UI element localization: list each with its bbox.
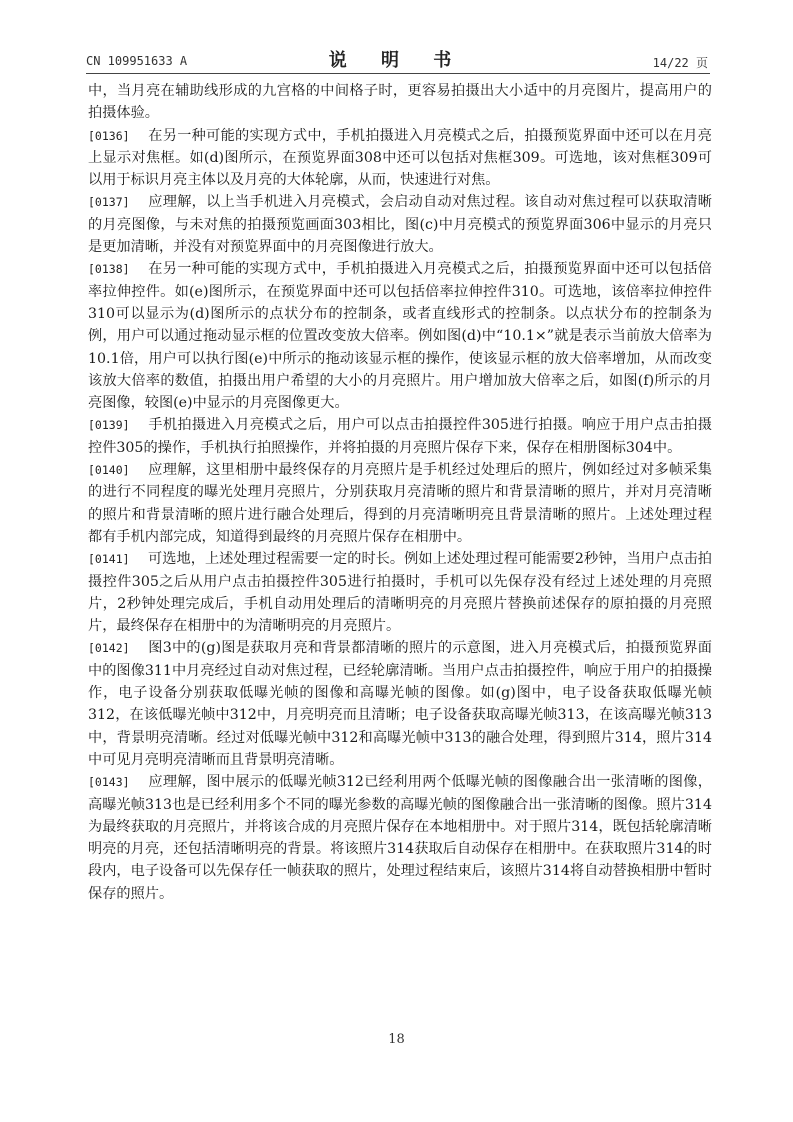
page-number: 18: [388, 1032, 405, 1047]
paragraph-text: 图3中的(g)图是获取月亮和背景都清晰的照片的示意图，进入月亮模式后，拍摄预览界面中的图像311中月亮经过自动对焦过程，已经轮廓清晰。当用户点击拍摄控件，响应于用户的拍摄操作，电子设备分别获取低曝光帧的图像和高曝光帧的图像。如(g)图中，电子设备获取低曝光帧312，在该低曝光帧中312中，月亮明亮而且清晰；电子设备获取高曝光帧313，在该高曝光帧313中，背景明亮清晰。经过对低曝光帧中312和高曝光帧中313的融合处理，得到照片314，照片314中可见月亮明亮清晰而且背景明亮清晰。: [88, 640, 712, 768]
paragraph-0143: [88, 771, 712, 905]
page-of: 14/22 页: [652, 56, 708, 70]
paragraph-text: 可选地，上述处理过程需要一定的时长。例如上述处理过程可能需要2秒钟，当用户点击拍摄控件305之后从用户点击拍摄控件305进行拍摄时，手机可以先保存没有经过上述处理的月亮照片，2秒钟处理完成后，手机自动用处理后的清晰明亮的月亮照片替换前述保存的原拍摄的月亮照片，最终保存在相册中的为清晰明亮的月亮照片。: [88, 551, 712, 635]
paragraph-text: 应理解，以上当手机进入月亮模式，会启动自动对焦过程。该自动对焦过程可以获取清晰的月亮图像，与未对焦的拍摄预览画面303相比，图(c)中月亮模式的预览界面306中显示的月亮只是更加清晰，并没有对预览界面中的月亮图像进行放大。: [88, 194, 712, 256]
paragraph-text: 应理解，这里相册中最终保存的月亮照片是手机经过处理后的照片，例如经过对多帧采集的进行不同程度的曝光处理月亮照片，分别获取月亮清晰的照片和背景清晰的照片，并对月亮清晰的照片和背景清晰的照片进行融合处理后，得到的月亮清晰明亮且背景清晰的照片。上述处理过程都有手机内部完成，知道得到最终的月亮照片保存在相册中。: [88, 462, 712, 545]
paragraph-text: 中，当月亮在辅助线形成的九宫格的中间格子时，更容易拍摄出大小适中的月亮图片，提高用户的拍摄体验。: [88, 83, 712, 122]
document-title: 说 明 书: [328, 50, 466, 71]
paragraph-0142: [88, 637, 712, 771]
paragraph-number: [0138]: [88, 262, 130, 277]
paragraph-0137: [88, 191, 712, 258]
paragraph-text: 在另一种可能的实现方式中，手机拍摄进入月亮模式之后，拍摄预览界面中还可以在月亮上显示对焦框。如(d)图所示，在预览界面308中还可以包括对焦框309。可选地，该对焦框309可以用于标识月亮主体以及月亮的大体轮廓，从而，快速进行对焦。: [88, 127, 712, 189]
paragraph-0141: [88, 548, 712, 637]
paragraph-number: [0143]: [88, 775, 130, 790]
paragraph-0140: [88, 459, 712, 548]
paragraph-continuation: [88, 80, 712, 125]
paragraph-number: [0139]: [88, 418, 130, 433]
paragraph-0138: [88, 258, 712, 414]
paragraph-text: 手机拍摄进入月亮模式之后，用户可以点击拍摄控件305进行拍摄。响应于用户点击拍摄控件305的操作，手机执行拍照操作，并将拍摄的月亮照片保存下来，保存在相册图标304中。: [88, 417, 712, 456]
paragraph-number: [0141]: [88, 552, 130, 567]
header-rule: [86, 73, 710, 74]
paragraph-text: 在另一种可能的实现方式中，手机拍摄进入月亮模式之后，拍摄预览界面中还可以包括倍率拉伸控件。如(e)图所示，在预览界面中还可以包括倍率拉伸控件310。可选地，该倍率拉伸控件310可以显示为(d)图所示的点状分布的控制条，或者直线形式的控制条。以点状分布的控制条为例，用户可以通过拖动显示框的位置改变放大倍率。例如图(d)中“10.1×”就是表示当前放大倍率为10.1倍，用户可以执行图(e)中所示的拖动该显示框的操作，使该显示框的放大倍率增加，从而改变该放大倍率的数值，拍摄出用户希望的大小的月亮照片。用户增加放大倍率之后，如图(f)所示的月亮图像，较图(e)中显示的月亮图像更大。: [88, 261, 712, 412]
paragraph-number: [0140]: [88, 463, 130, 478]
paragraph-0139: [88, 414, 712, 459]
paragraph-number: [0137]: [88, 195, 130, 210]
paragraph-number: [0142]: [88, 641, 130, 656]
paragraph-number: [0136]: [88, 128, 130, 143]
paragraph-text: 应理解，图中展示的低曝光帧312已经利用两个低曝光帧的图像融合出一张清晰的图像，高曝光帧313也是已经利用多个不同的曝光参数的高曝光帧的图像融合出一张清晰的图像。照片314为最终获取的月亮照片，并将该合成的月亮照片保存在本地相册中。对于照片314，既包括轮廓清晰明亮的月亮，还包括清晰明亮的背景。将该照片314获取后自动保存在相册中。在获取照片314的时段内，电子设备可以先保存任一帧获取的照片，处理过程结束后，该照片314将自动替换相册中暂时保存的照片。: [88, 774, 712, 902]
paragraph-0136: [88, 125, 712, 192]
page-footer: [0, 1032, 793, 1047]
document-body: [88, 80, 712, 905]
page-header: [86, 44, 708, 72]
patent-number: CN 109951633 A: [86, 54, 188, 68]
